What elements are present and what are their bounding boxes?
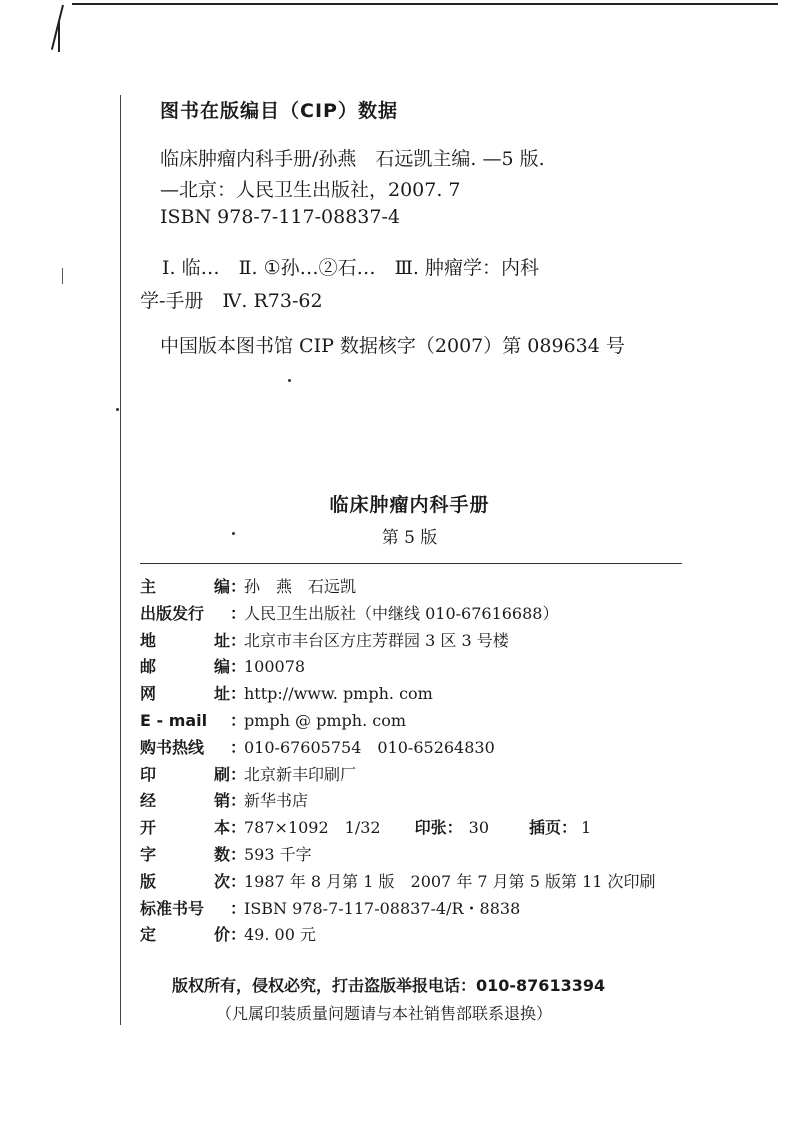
- label-char: 销: [213, 791, 230, 811]
- scan-corner-mark-2: [58, 20, 60, 52]
- website-value: http://www. pmph. com: [244, 684, 433, 704]
- scan-tick: [62, 268, 63, 284]
- info-label: [140, 869, 230, 892]
- colon: ：: [230, 710, 247, 730]
- colon: ：: [230, 871, 247, 891]
- info-label: [140, 711, 230, 730]
- colon: ：: [230, 791, 247, 811]
- distributor-value: 新华书店: [244, 791, 309, 811]
- info-label: [140, 601, 230, 624]
- cip-line-1: 临床肿瘤内科手册/孙燕 石远凯主编. —5 版.: [160, 148, 545, 170]
- sheets-group: [415, 815, 489, 838]
- cip-number: 中国版本图书馆 CIP 数据核字（2007）第 089634 号: [160, 335, 625, 357]
- info-row-standard-number: [140, 896, 700, 923]
- scan-top-rule: [72, 3, 778, 5]
- info-label: [140, 788, 230, 811]
- exchange-notice: （凡属印装质量问题请与本社销售部联系退换）: [216, 1004, 553, 1023]
- info-row-postcode: [140, 654, 700, 681]
- sheets-value: 30: [468, 818, 489, 838]
- label-char: 地: [140, 630, 157, 650]
- label-char: 价: [213, 925, 230, 945]
- colon: ：: [230, 898, 247, 918]
- label-char: 字: [140, 844, 157, 864]
- colon: ：: [230, 844, 247, 864]
- label-char: 版: [140, 871, 157, 891]
- scan-speck: [288, 379, 291, 382]
- info-row-printing: [140, 869, 700, 896]
- label-char: 址: [213, 630, 230, 650]
- colon: ：: [230, 925, 247, 945]
- info-row-format: [140, 815, 700, 842]
- scan-left-rule: [120, 95, 121, 1025]
- label-char: 主: [140, 577, 157, 596]
- colon: ：: [230, 818, 247, 838]
- plates-label: 插页: [529, 818, 562, 838]
- colon: ：: [230, 603, 247, 623]
- colon: ：: [230, 684, 247, 704]
- editors-value: 孙 燕 石远凯: [244, 577, 357, 596]
- colon: ：: [230, 630, 247, 650]
- info-label: [140, 922, 230, 945]
- info-label: [140, 896, 230, 919]
- info-row-email: [140, 708, 700, 735]
- label-char: 刷: [213, 764, 230, 784]
- info-row-address: [140, 628, 700, 655]
- colon: ：: [446, 818, 463, 838]
- printing-value: 1987 年 8 月第 1 版 2007 年 7 月第 5 版第 11 次印刷: [244, 871, 656, 891]
- info-label: [140, 574, 230, 597]
- publication-info: [140, 574, 700, 949]
- info-label: [140, 681, 230, 704]
- label-text: 购书热线: [140, 737, 205, 757]
- info-label: [140, 654, 230, 677]
- postcode-value: 100078: [244, 657, 306, 677]
- colon: ：: [230, 764, 247, 784]
- sheets-label: 印张: [414, 818, 447, 838]
- cip-classification-1: Ⅰ. 临… Ⅱ. ①孙…②石… Ⅲ. 肿瘤学：内科: [162, 257, 540, 279]
- plates-group: [529, 815, 591, 838]
- info-row-distributor: [140, 788, 700, 815]
- label-char: 编: [213, 657, 230, 677]
- info-row-price: [140, 922, 700, 949]
- label-char: 开: [140, 818, 157, 838]
- label-text: E - mail: [140, 710, 208, 730]
- label-char: 次: [213, 871, 230, 891]
- info-row-printer: [140, 762, 700, 789]
- divider: [140, 563, 682, 564]
- email-value: pmph @ pmph. com: [244, 710, 407, 730]
- printer-value: 北京新丰印刷厂: [244, 764, 357, 784]
- address-value: 北京市丰台区方庄芳群园 3 区 3 号楼: [244, 630, 509, 650]
- scan-speck: [116, 408, 119, 411]
- label-char: 址: [213, 684, 230, 704]
- label-char: 编: [213, 577, 230, 596]
- label-char: 邮: [140, 657, 157, 677]
- label-char: 网: [140, 684, 157, 704]
- label-char: 印: [140, 764, 157, 784]
- label-text: 出版发行: [140, 603, 205, 623]
- hotline-value: 010-67605754 010-65264830: [244, 737, 495, 757]
- info-label: [140, 815, 230, 838]
- cip-line-2: —北京：人民卫生出版社，2007. 7: [160, 179, 461, 201]
- price-value: 49. 00 元: [244, 925, 316, 945]
- info-label: [140, 628, 230, 651]
- info-label: [140, 842, 230, 865]
- label-char: 本: [213, 818, 230, 838]
- plates-value: 1: [581, 818, 592, 838]
- label-char: 数: [213, 844, 230, 864]
- copyright-notice: 版权所有，侵权必究，打击盗版举报电话：010-87613394: [172, 976, 606, 995]
- cip-classification-2: 学-手册 Ⅳ. R73-62: [140, 290, 323, 312]
- info-row-hotline: [140, 735, 700, 762]
- colon: ：: [230, 577, 247, 596]
- colon: ：: [230, 657, 247, 677]
- info-row-editors: [140, 574, 700, 601]
- info-row-website: [140, 681, 700, 708]
- label-char: 定: [140, 925, 157, 945]
- info-row-wordcount: [140, 842, 700, 869]
- wordcount-value: 593 千字: [244, 844, 312, 864]
- publisher-value: 人民卫生出版社（中继线 010-67616688）: [244, 603, 559, 623]
- format-value: 787×1092 1/32: [244, 818, 381, 838]
- colon: ：: [230, 737, 247, 757]
- label-text: 标准书号: [140, 898, 205, 918]
- cip-title: 图书在版编目（CIP）数据: [160, 100, 398, 122]
- info-label: [140, 735, 230, 758]
- standard-number-value: ISBN 978-7-117-08837-4/R・8838: [244, 898, 521, 918]
- cip-isbn: ISBN 978-7-117-08837-4: [160, 206, 400, 228]
- book-title: 临床肿瘤内科手册: [329, 494, 490, 516]
- book-edition: 第 5 版: [381, 528, 438, 548]
- label-char: 经: [140, 791, 157, 811]
- info-row-publisher: [140, 601, 700, 628]
- colon: ：: [561, 818, 578, 838]
- info-label: [140, 762, 230, 785]
